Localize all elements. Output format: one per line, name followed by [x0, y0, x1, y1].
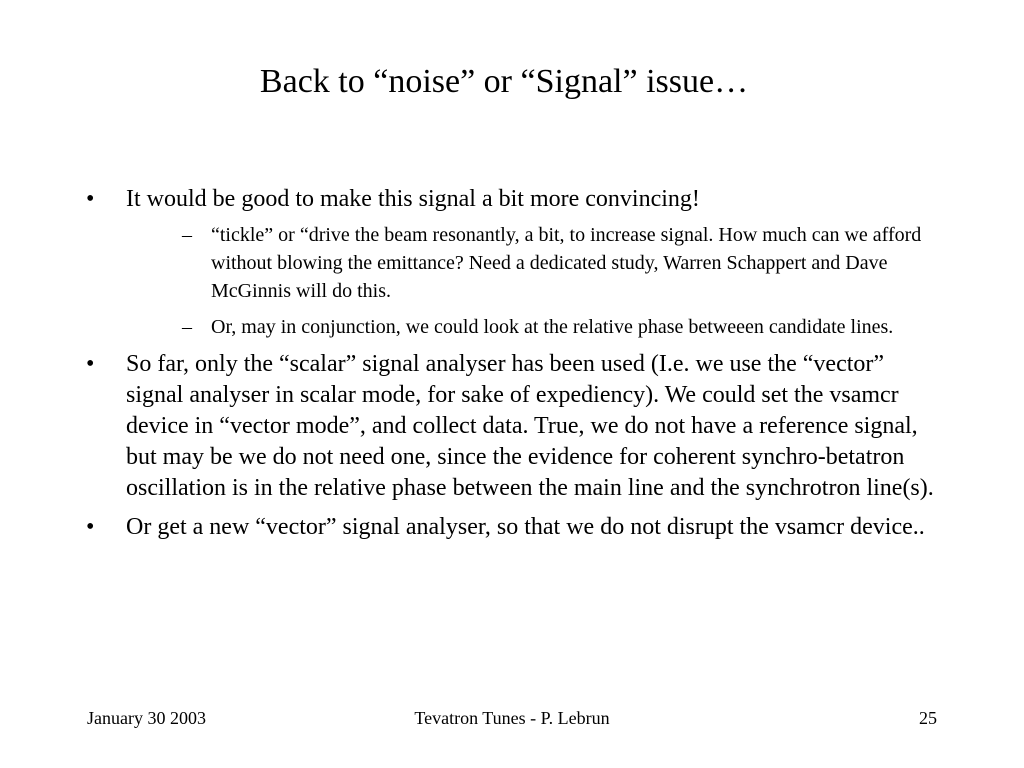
- slide-title: Back to “noise” or “Signal” issue…: [259, 63, 749, 100]
- sub-bullet-text: “tickle” or “drive the beam resonantly, a bit, to increase signal. How much can we afford without blowing the emittance? Need a dedicated study, Warren Schappert and Dave McGinnis will do this.: [211, 224, 922, 302]
- footer-presentation-title: Tevatron Tunes - P. Lebrun: [414, 708, 610, 728]
- bullet-marker: •: [86, 351, 95, 377]
- footer-date: January 30 2003: [87, 708, 206, 728]
- sub-bullet-item: [126, 221, 946, 305]
- sub-bullet-text: Or, may in conjunction, we could look at the relative phase betweeen candidate lines.: [211, 316, 894, 338]
- bullet-item: [86, 184, 946, 341]
- sub-bullet-marker: –: [182, 224, 192, 246]
- slide-body: [86, 184, 946, 551]
- bullet-text: It would be good to make this signal a bit more convincing!: [126, 186, 700, 212]
- bullet-marker: •: [86, 186, 95, 212]
- sub-bullet-item: [126, 313, 946, 341]
- footer-page-number: 25: [919, 708, 937, 728]
- sub-bullet-marker: –: [182, 316, 192, 338]
- bullet-item: [86, 349, 946, 504]
- bullet-text: So far, only the “scalar” signal analyser has been used (I.e. we use the “vector” signal analyser in scalar mode, for sake of expediency). We could set the vsamcr device in “vector mode”, and collect data. True, we do not have a reference signal, but may be we do not need one, since the evidence for coherent synchro-betatron oscillation is in the relative phase between the main line and the synchrotron line(s).: [126, 351, 934, 501]
- sub-bullet-list: [126, 221, 946, 341]
- bullet-item: [86, 512, 946, 543]
- bullet-marker: •: [86, 514, 95, 540]
- bullet-text: Or get a new “vector” signal analyser, so that we do not disrupt the vsamcr device..: [126, 514, 925, 540]
